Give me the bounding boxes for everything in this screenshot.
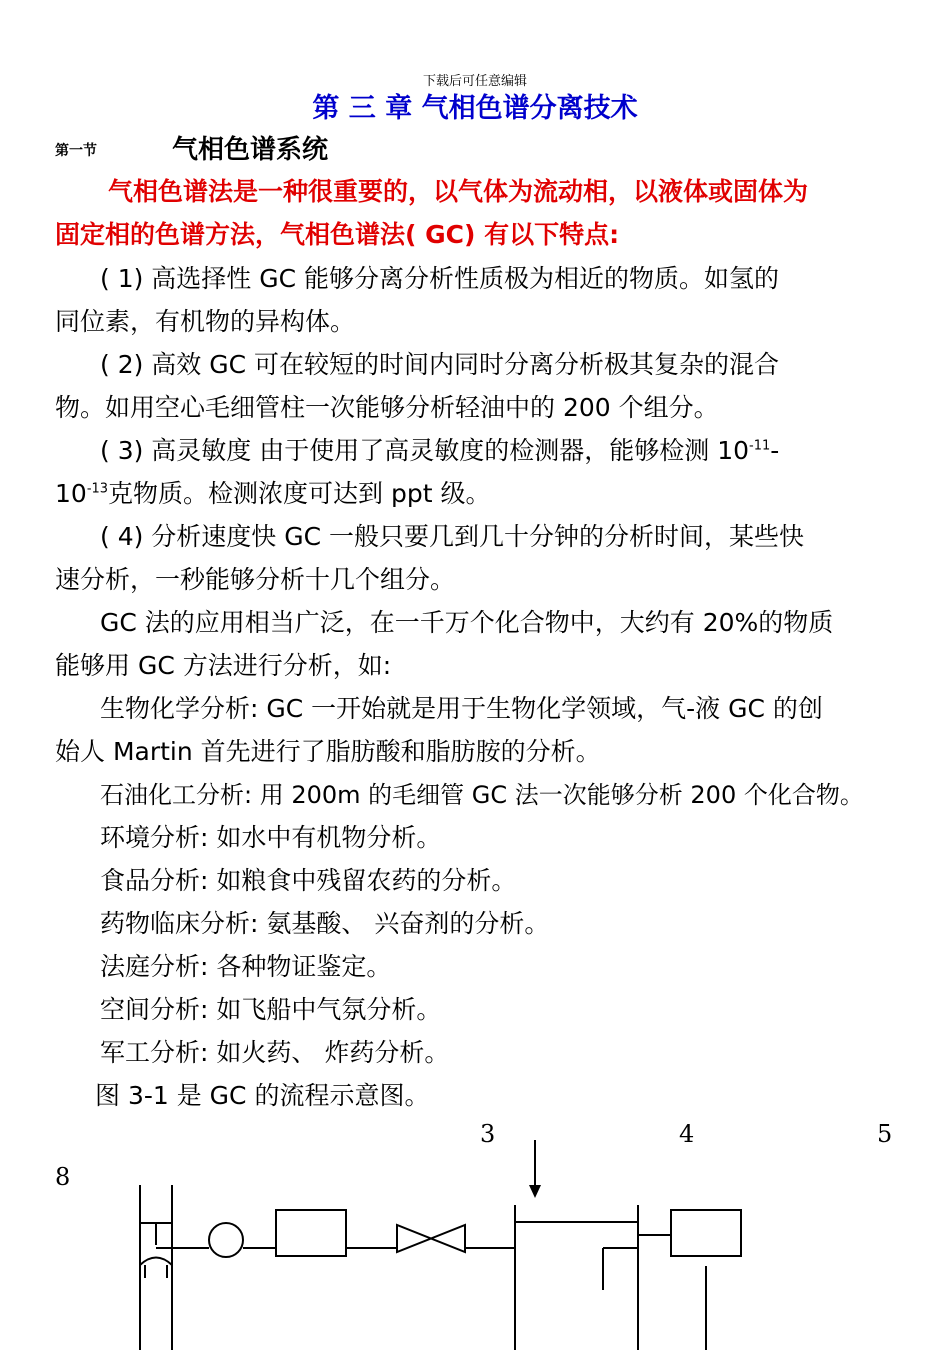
gas-cylinder-cap — [140, 1258, 172, 1266]
pressure-regulator — [209, 1223, 243, 1257]
feature-2-line-1: ( 2) 高效 GC 可在较短的时间内同时分离分析极其复杂的混合 — [100, 350, 780, 379]
application-line-4: 始人 Martin 首先进行了脂肪酸和脂肪胺的分析。 — [55, 737, 601, 766]
feature-1-line-2: 同位素，有机物的异构体。 — [55, 307, 356, 336]
diagram-label-4: 4 — [679, 1120, 695, 1148]
application-line-2: 能够用 GC 方法进行分析，如: — [55, 651, 392, 680]
feature-4-line-1: ( 4) 分析速度快 GC 一般只要几到几十分钟的分析时间，某些快 — [100, 522, 805, 551]
feature-2-line-2: 物。如用空心毛细管柱一次能够分析轻油中的 200 个组分。 — [55, 393, 719, 422]
section-number: 第一节 — [55, 143, 97, 159]
application-line-10: 空间分析: 如飞船中气氛分析。 — [100, 995, 442, 1024]
application-line-11: 军工分析: 如火药、 炸药分析。 — [100, 1038, 450, 1067]
application-line-5: 石油化工分析: 用 200m 的毛细管 GC 法一次能够分析 200 个化合物。 — [100, 781, 864, 809]
section-title: 气相色谱系统 — [172, 135, 329, 165]
feature-3-base: 10 — [55, 479, 87, 508]
header-note: 下载后可任意编辑 — [422, 74, 527, 89]
purifier-box — [276, 1210, 346, 1256]
intro-line-1: 气相色谱法是一种很重要的，以气体为流动相，以液体或固体为 — [108, 177, 809, 206]
feature-3-dash: - — [770, 436, 780, 465]
application-line-6: 环境分析: 如水中有机物分析。 — [100, 823, 442, 852]
detector-box — [671, 1210, 741, 1256]
needle-valve — [397, 1225, 465, 1252]
feature-3-exponent-2: -13 — [86, 481, 109, 497]
intro-line-2: 固定相的色谱方法，气相色谱法( GC) 有以下特点: — [55, 220, 620, 249]
application-line-3: 生物化学分析: GC 一开始就是用于生物化学领域，气-液 GC 的创 — [100, 694, 823, 723]
injection-arrow-head — [529, 1185, 541, 1198]
diagram-label-3: 3 — [480, 1120, 496, 1148]
application-line-12: 图 3-1 是 GC 的流程示意图。 — [95, 1081, 430, 1110]
application-line-8: 药物临床分析: 氨基酸、 兴奋剂的分析。 — [100, 909, 550, 938]
application-line-7: 食品分析: 如粮食中残留农药的分析。 — [100, 866, 517, 895]
diagram-label-5: 5 — [877, 1120, 893, 1148]
feature-3-text: ( 3) 高灵敏度 由于使用了高灵敏度的检测器，能够检测 10 — [100, 436, 750, 465]
feature-1-line-1: ( 1) 高选择性 GC 能够分离分析性质极为相近的物质。如氢的 — [100, 264, 780, 293]
feature-4-line-2: 速分析，一秒能够分析十几个组分。 — [55, 565, 456, 594]
feature-3-exponent-1: -11 — [749, 438, 771, 454]
chapter-title: 第 三 章 气相色谱分离技术 — [312, 93, 638, 124]
feature-3-rest: 克物质。检测浓度可达到 ppt 级。 — [108, 479, 491, 508]
diagram-label-8: 8 — [55, 1163, 71, 1191]
application-line-1: GC 法的应用相当广泛，在一千万个化合物中，大约有 20%的物质 — [100, 608, 834, 637]
application-line-9: 法庭分析: 各种物证鉴定。 — [100, 952, 392, 981]
